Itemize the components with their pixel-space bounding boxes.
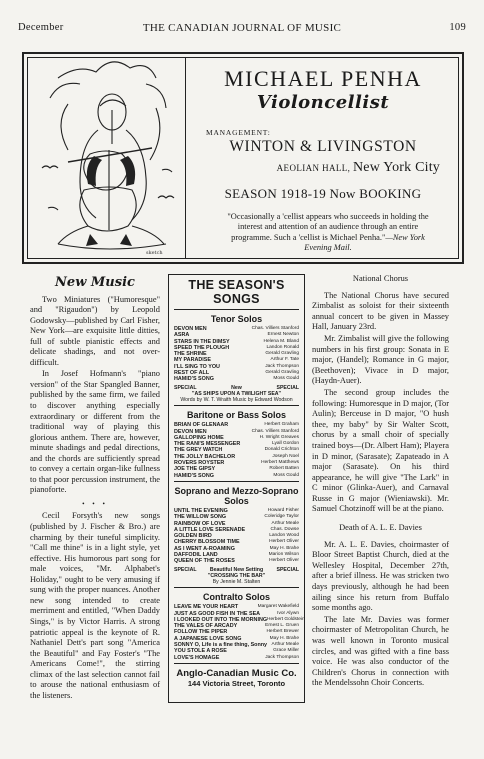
song-composer: Herbert Graham xyxy=(264,422,299,428)
song-title: RAINBOW OF LOVE xyxy=(174,520,226,527)
song-title: HAMID'S SONG xyxy=(174,472,214,479)
quote-text: "Occasionally a 'cellist appears who succeeds in holding the interest and attention of an audience through an entire programme. Such a 'cellist is Michael Penha." xyxy=(227,212,429,242)
obituary-heading: Death of A. L. E. Davies xyxy=(339,523,422,533)
song-title: THE WILLOW SONG xyxy=(174,514,227,521)
song-composer: Gerald Gravling xyxy=(265,370,299,376)
song-title: ASRA xyxy=(174,332,190,339)
song-composer: Grace Miller xyxy=(273,648,299,654)
section-title: Soprano and Mezzo-Soprano Solos xyxy=(174,485,299,506)
special-note: New xyxy=(231,384,242,391)
header-journal-title: THE CANADIAN JOURNAL OF MUSIC xyxy=(142,22,342,34)
song-title: THE JOLLY BACHELOR xyxy=(174,453,236,460)
song-composer: May H. Brahe xyxy=(269,635,299,641)
section-separator: • • • xyxy=(82,499,108,508)
song-composer: Chas. Dowse xyxy=(270,526,299,532)
song-title: STARS IN THE DIMSY xyxy=(174,338,230,345)
song-composer: Chas. Villiers Stanford xyxy=(251,428,299,434)
press-quote xyxy=(218,212,438,253)
song-composer: Landon Ronald xyxy=(266,344,299,350)
song-composer: Jack Thompson xyxy=(265,363,299,369)
baritone-section xyxy=(174,410,299,482)
song-title: DAFFODIL LAND xyxy=(174,552,218,559)
running-header xyxy=(18,22,466,36)
song-composer: Herbert Oliver xyxy=(269,539,299,545)
song-title: SONNY O, Life is a fine thing, Sonny xyxy=(174,642,268,649)
song-composer: May H. Brahe xyxy=(269,545,299,551)
section-title: Baritone or Bass Solos xyxy=(186,410,287,421)
song-composer: Robert Batten xyxy=(269,466,299,472)
song-composer: Landon Wood xyxy=(269,533,299,539)
special-credit: By Jennie M. Stalten xyxy=(212,579,261,586)
management-address xyxy=(277,160,440,176)
news-column xyxy=(312,274,449,690)
song-title: YOU STOLE A ROSE xyxy=(174,648,227,655)
new-music-column xyxy=(30,274,160,702)
cellist-drawing-icon xyxy=(28,58,186,258)
artist-instrument: Violoncellist xyxy=(256,92,390,113)
song-title: DEVON MEN xyxy=(174,326,207,332)
song-composer: Herbert Oliver xyxy=(269,558,299,564)
song-title: LEAVE ME YOUR HEART xyxy=(174,604,239,611)
song-composer: Ivor Alywn xyxy=(277,610,299,616)
song-title: THE GREY WATCH xyxy=(174,447,223,454)
new-music-heading: New Music xyxy=(55,275,135,290)
song-title: THE VALES OF ARCADY xyxy=(174,623,238,630)
tenor-special xyxy=(174,383,299,404)
song-title: GOLDEN BIRD xyxy=(174,533,212,540)
management-label: MANAGEMENT: xyxy=(206,128,271,137)
song-title: I LOOKED OUT INTO THE MORNING xyxy=(174,616,268,623)
song-composer: Donald Crichton xyxy=(264,447,299,453)
song-title: AS I WENT A-ROAMING xyxy=(174,545,235,552)
penha-advertisement xyxy=(22,52,464,264)
song-composer: Lyall Gordon xyxy=(271,441,299,447)
soprano-section xyxy=(174,486,299,588)
song-composer: Ernest Newton xyxy=(267,332,299,338)
song-title: FOLLOW THE PIPER xyxy=(174,629,228,636)
song-title: I'LL SING TO YOU xyxy=(174,363,220,370)
song-title: THE RANI'S MESSENGER xyxy=(174,441,241,448)
song-title: CHERRY BLOSSOM TIME xyxy=(174,539,240,546)
special-song: "CROSSING THE BAR" xyxy=(207,572,266,579)
song-composer: Moss Gould xyxy=(273,472,299,478)
special-label: SPECIAL xyxy=(174,384,197,391)
new-music-paragraph: Two Miniatures ("Humoresque" and "Rigaudon") by Leopold Godowsky—published by Carl Fisher, New York—are exquisite little ditties, full of subtle pianistic effects and delicate shadings, and not over-difficult. xyxy=(30,294,160,367)
new-music-paragraph: In Josef Hofmann's "piano version" of the Star Spangled Banner, published by the same firm, we failed to discover anything especially extraordinary or different from the traditional way of playing this glorious anthem. There are, however, minute shadings and pedal directions, and the chords are sufficiently spread to convey a certain organ-like fullness to that poor percussion instrument, the pianoforte. xyxy=(30,369,160,495)
song-row xyxy=(174,655,299,661)
news-paragraph: Mr. A. L. E. Davies, choirmaster of Bloor Street Baptist Church, died at the Wellesley Hospital, December 27th, after a brief illness. He was stricken two days previously, although he had been ailing since his return from Buffalo some months ago. xyxy=(312,539,449,613)
song-composer: Ernest L. Gruen xyxy=(265,623,299,629)
song-title: JUST AS GOOD FISH IN THE SEA xyxy=(174,610,261,617)
news-paragraph: The National Chorus have secured Zimbalist as soloist for their sixteenth annual concert to be given in Massey Hall, January 23rd. xyxy=(312,290,449,332)
publisher-address: 144 Victoria Street, Toronto xyxy=(187,678,286,688)
header-page-number: 109 xyxy=(449,22,466,33)
song-title: GALLOPING HOME xyxy=(174,434,224,441)
song-composer: H. Wright Greaves xyxy=(259,434,299,440)
song-title: BRIAN OF GLENAAR xyxy=(174,422,229,429)
song-row xyxy=(174,473,299,479)
section-title: Contralto Solos xyxy=(203,592,270,603)
song-composer: Joseph Noel xyxy=(272,453,299,459)
special-label: SPECIAL xyxy=(276,384,299,391)
special-label: SPECIAL xyxy=(276,566,299,573)
news-paragraph: The late Mr. Davies was former choirmaster of Metropolitan Church, he was well known in Toronto musical circles, and was gifted with a fine bass voice. He was also conductor of the Children's Chorus in connection with the Mendelssohn Choir Concerts. xyxy=(312,614,449,688)
song-title: SPEED THE PLOUGH xyxy=(174,344,230,351)
special-credit: Words by W. T. Wraith Music by Edward Wodson xyxy=(180,397,293,404)
special-label: SPECIAL xyxy=(174,566,197,573)
song-title: DEVON MEN xyxy=(174,428,207,435)
song-title: THE SHRINE xyxy=(174,351,207,358)
publisher-name: Anglo-Canadian Music Co. xyxy=(176,667,297,679)
news-paragraph: Mr. Zimbalist will give the following numbers in his first group: Sonata in E major, (Handel); Romance in G major, (Beethoven); Vivace in D major, (Haydn-Auer). xyxy=(312,333,449,386)
song-composer: Margaret Wakefield xyxy=(257,604,299,610)
song-composer: Arthur F. Tate xyxy=(270,357,299,363)
song-composer: Herbert Brewer xyxy=(266,629,299,635)
seasons-songs-advertisement xyxy=(168,274,305,703)
city-name: New York City xyxy=(352,160,440,175)
news-paragraph: The second group includes the following: Humoresque in D major, (Tor Aulin); Berceuse in D major, "O hush thee, my baby" by Sir Walter Scott, chorus by a small choir of specially trained boys—(Dr. Albert Ham); Playera in D minor, (Sarasate); Zapateado in A major (Sarasate). On his third appearance, he will give "The Lark" in C minor (Glinka-Auer), and Carnaval Russe in G major (Wieniawski). Mr. Samuel Chotzinoff will be at the piano. xyxy=(312,387,449,514)
song-composer: Arthur Meale xyxy=(271,642,299,648)
special-note: Beautiful New Setting xyxy=(209,566,264,573)
song-title: LOVE'S HOMAGE xyxy=(174,654,220,661)
song-composer: Herbert Matthews xyxy=(261,460,299,466)
song-composer: Coleridge Taylor xyxy=(264,514,299,520)
songs-title: THE SEASON'S SONGS xyxy=(174,278,299,310)
song-composer: Howard Fisher xyxy=(267,507,299,513)
quote-source: —New York Evening Mail. xyxy=(304,232,425,252)
svg-text:sketch: sketch xyxy=(146,250,163,256)
song-title: UNTIL THE EVENING xyxy=(174,507,228,514)
hall-name: AEOLIAN HALL, xyxy=(276,163,351,173)
song-composer: Arthur Meale xyxy=(271,520,299,526)
song-composer: Marion Wilson xyxy=(268,552,299,558)
season-booking: SEASON 1918-19 Now BOOKING xyxy=(224,186,422,201)
national-chorus-heading: National Chorus xyxy=(352,274,409,283)
song-title: MY PARADISE xyxy=(174,357,211,364)
contralto-section xyxy=(174,592,305,664)
song-title: JOE THE GIPSY xyxy=(174,466,216,473)
artist-name: MICHAEL PENHA xyxy=(224,66,422,91)
song-composer: Moss Gould xyxy=(273,376,299,382)
management-firm: WINTON & LIVINGSTON xyxy=(229,138,417,155)
song-title: HAMID'S SONG xyxy=(174,376,214,383)
section-title: Tenor Solos xyxy=(210,314,263,324)
cellist-illustration xyxy=(28,58,186,258)
song-title: A LITTLE LOVE SERENADE xyxy=(174,526,246,533)
song-title: ROVERS ROYSTER xyxy=(174,460,225,467)
song-title: QUEEN OF THE ROSES xyxy=(174,558,235,565)
new-music-paragraph: Cecil Forsyth's new songs (published by J. Fischer & Bro.) are charming by their tuneful simplicity. "Call me thine" is in a light style, yet effective. His humorous part song for male voices, "Mr. Alphabet's Holiday," ought to be very amusing if sung with the proper nuances. Another new song intended to create merriment and entitled, "When Daddy Sings," is by Victor Harris. A strong patriotic appeal is the keynote of R. Nathaniel Dett's part song "America the Beautiful" and Fay Foster's "The Americans Come!", the stirring climax of the last selection cannot fail to arouse the national enthusiasm of the listeners. xyxy=(30,511,160,700)
header-month: December xyxy=(18,22,64,33)
song-title: REST OF ALL xyxy=(174,370,210,377)
special-song: "AS SHIPS UPON A TWILIGHT SEA" xyxy=(192,390,281,397)
song-composer: Helena M. Bland xyxy=(263,338,299,344)
song-composer: Chas. Villiers Stanford xyxy=(251,326,299,331)
ad-copy xyxy=(188,58,458,258)
song-title: A JAPANESE LOVE SONG xyxy=(174,635,242,642)
tenor-section xyxy=(174,314,299,406)
soprano-special xyxy=(174,565,299,586)
song-composer: Herbert Goldstein xyxy=(267,616,305,622)
song-composer: Jack Thompson xyxy=(265,654,299,660)
song-composer: Gerald Gravling xyxy=(265,351,299,357)
